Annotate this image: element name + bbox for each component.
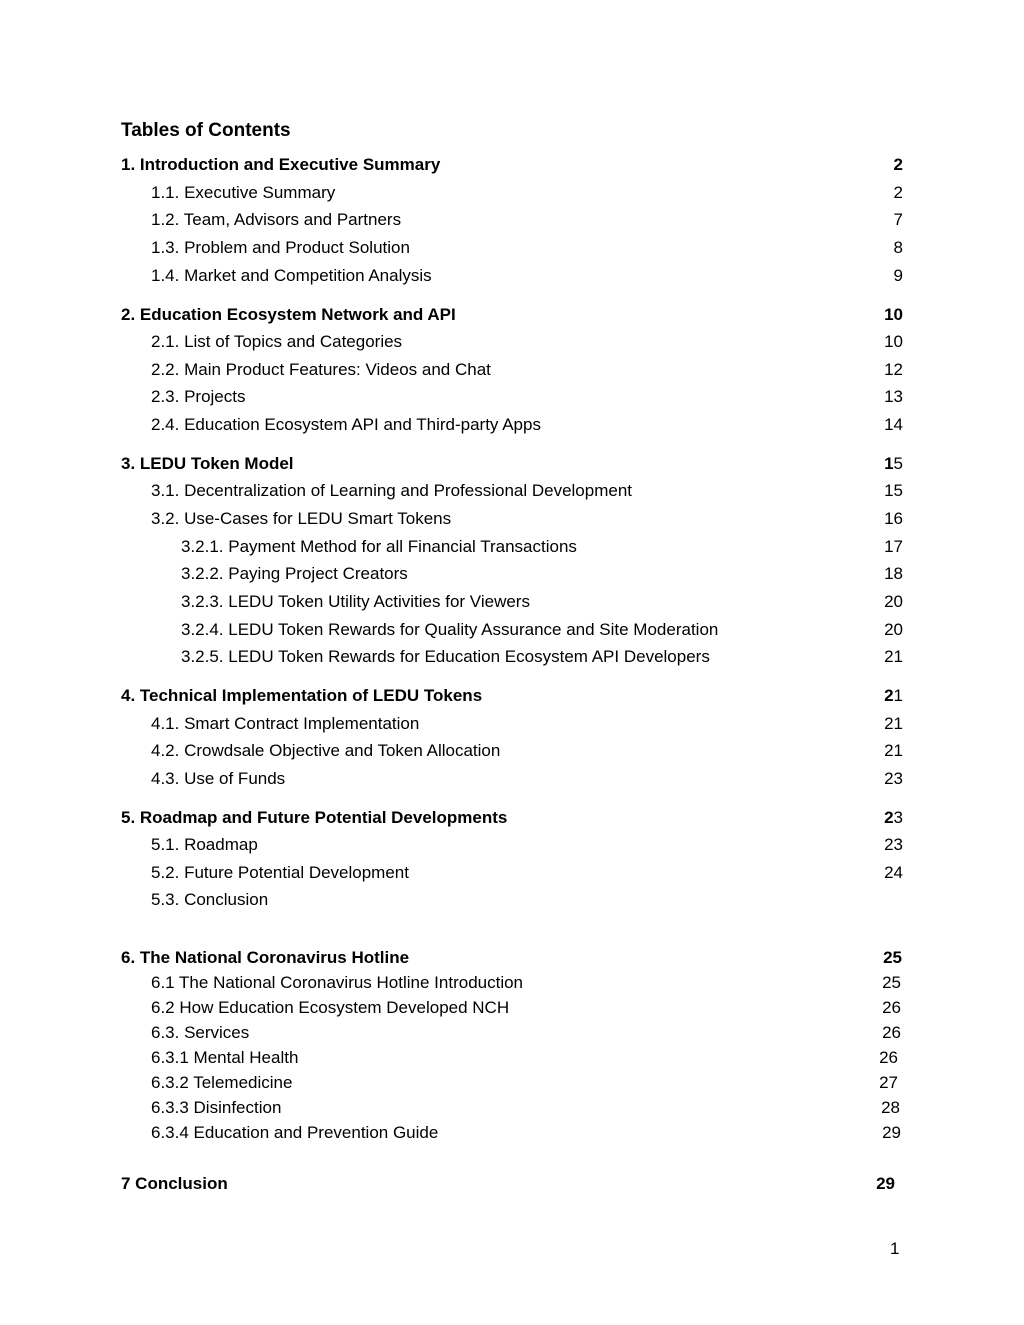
toc-entry[interactable] xyxy=(0,888,1024,912)
toc-entry-label: 6.3.2 Telemedicine xyxy=(151,1073,293,1092)
toc-entry-label: 2.1. List of Topics and Categories xyxy=(151,332,403,351)
toc-entry-page: 12 xyxy=(884,360,903,379)
toc-entry-label: 3. LEDU Token Model xyxy=(121,454,294,473)
toc-entry-label: 2.2. Main Product Features: Videos and Chat xyxy=(151,360,491,379)
toc-entry-label: 6.3.3 Disinfection xyxy=(151,1098,282,1117)
toc-entry[interactable] xyxy=(0,413,1024,437)
toc-entry-page: 29 xyxy=(882,1123,901,1142)
toc-entry[interactable] xyxy=(0,618,1024,642)
toc-entry-label: 3.2.3. LEDU Token Utility Activities for Viewers xyxy=(181,592,530,611)
toc-entry-label: 4.1. Smart Contract Implementation xyxy=(151,714,420,733)
toc-entry-page: 8 xyxy=(893,238,903,257)
toc-entry[interactable] xyxy=(0,1046,1024,1070)
toc-entry-page: 26 xyxy=(879,1048,898,1067)
toc-entry-page: 21 xyxy=(884,686,903,705)
toc-title: Tables of Contents xyxy=(121,120,291,141)
toc-entry-label: 2.4. Education Ecosystem API and Third-party Apps xyxy=(151,415,541,434)
toc-entry-page: 18 xyxy=(884,564,903,583)
toc-entry-page: 2 xyxy=(893,183,903,202)
toc-entry-page: 15 xyxy=(884,454,903,473)
toc-entry-page: 29 xyxy=(876,1174,895,1193)
toc-entry-label: 3.2.5. LEDU Token Rewards for Education Ecosystem API Developers xyxy=(181,647,710,666)
toc-entry-page: 26 xyxy=(882,998,901,1017)
toc-entry-page: 10 xyxy=(884,332,903,351)
toc-entry[interactable] xyxy=(0,385,1024,409)
toc-entry-page: 9 xyxy=(893,266,903,285)
toc-entry-label: 6.3.1 Mental Health xyxy=(151,1048,299,1067)
toc-entry[interactable] xyxy=(0,946,1024,970)
toc-entry[interactable] xyxy=(0,507,1024,531)
toc-entry-page: 2 xyxy=(893,155,903,174)
toc-entry-label: 6. The National Coronavirus Hotline xyxy=(121,948,410,967)
toc-entry-page: 13 xyxy=(884,387,903,406)
toc-entry[interactable] xyxy=(0,1071,1024,1095)
toc-entry-label: 1.3. Problem and Product Solution xyxy=(151,238,410,257)
toc-entry-page: 26 xyxy=(882,1023,901,1042)
toc-entry-label: 4.2. Crowdsale Objective and Token Allocation xyxy=(151,741,501,760)
toc-entry-label: 5.2. Future Potential Development xyxy=(151,863,409,882)
toc-entry[interactable] xyxy=(0,971,1024,995)
toc-entry-label: 6.3. Services xyxy=(151,1023,250,1042)
toc-entry-page: 23 xyxy=(884,835,903,854)
toc-entry[interactable] xyxy=(0,645,1024,669)
toc-entry-label: 4. Technical Implementation of LEDU Tokens xyxy=(121,686,483,705)
toc-entry[interactable] xyxy=(0,590,1024,614)
toc-entry[interactable] xyxy=(0,1121,1024,1145)
toc-entry[interactable] xyxy=(0,1096,1024,1120)
toc-entry-page: 25 xyxy=(883,948,902,967)
toc-entry-page: 25 xyxy=(882,973,901,992)
toc-entry[interactable] xyxy=(0,562,1024,586)
toc-entry-page: 20 xyxy=(884,592,903,611)
toc-entry-label: 1.4. Market and Competition Analysis xyxy=(151,266,432,285)
toc-entry[interactable] xyxy=(0,208,1024,232)
toc-entry-page: 28 xyxy=(881,1098,900,1117)
toc-entry[interactable] xyxy=(0,479,1024,503)
toc-entry-page: 16 xyxy=(884,509,903,528)
toc-entry-page: 21 xyxy=(884,714,903,733)
toc-entry-page: 24 xyxy=(884,863,903,882)
toc-entry-label: 6.2 How Education Ecosystem Developed NCH xyxy=(151,998,510,1017)
toc-entry[interactable] xyxy=(0,712,1024,736)
toc-entry-page: 14 xyxy=(884,415,903,434)
toc-entry[interactable] xyxy=(0,535,1024,559)
toc-entry-label: 5.1. Roadmap xyxy=(151,835,258,854)
toc-entry-label: 5. Roadmap and Future Potential Developments xyxy=(121,808,508,827)
toc-entry[interactable] xyxy=(0,833,1024,857)
toc-entry-page: 7 xyxy=(893,210,903,229)
toc-entry[interactable] xyxy=(0,452,1024,476)
toc-entry[interactable] xyxy=(0,1021,1024,1045)
toc-entry[interactable] xyxy=(0,806,1024,830)
toc-entry-label: 6.1 The National Coronavirus Hotline Introduction xyxy=(151,973,524,992)
toc-entry-label: 1. Introduction and Executive Summary xyxy=(121,155,441,174)
toc-entry-page: 21 xyxy=(884,741,903,760)
toc-entry-label: 3.2.4. LEDU Token Rewards for Quality Assurance and Site Moderation xyxy=(181,620,719,639)
toc-entry[interactable] xyxy=(0,181,1024,205)
toc-entry-page: 21 xyxy=(884,647,903,666)
toc-entry[interactable] xyxy=(0,264,1024,288)
toc-entry[interactable] xyxy=(0,330,1024,354)
toc-entry[interactable] xyxy=(0,767,1024,791)
toc-entry-label: 2. Education Ecosystem Network and API xyxy=(121,305,456,324)
toc-entry[interactable] xyxy=(0,153,1024,177)
toc-entry-label: 3.2.2. Paying Project Creators xyxy=(181,564,408,583)
toc-entry-label: 3.2. Use-Cases for LEDU Smart Tokens xyxy=(151,509,452,528)
toc-entry-page: 15 xyxy=(884,481,903,500)
toc-entry-label: 3.1. Decentralization of Learning and Professional Development xyxy=(151,481,633,500)
page-number: 1 xyxy=(890,1239,900,1258)
toc-entry-label: 2.3. Projects xyxy=(151,387,246,406)
toc-entry-page: 23 xyxy=(884,769,903,788)
toc-entry-label: 3.2.1. Payment Method for all Financial Transactions xyxy=(181,537,577,556)
toc-entry-page: 23 xyxy=(884,808,903,827)
toc-entry[interactable] xyxy=(0,739,1024,763)
toc-entry-page: 10 xyxy=(884,305,903,324)
toc-entry[interactable] xyxy=(0,996,1024,1020)
toc-entry[interactable] xyxy=(0,861,1024,885)
toc-entry-page: 17 xyxy=(884,537,903,556)
toc-entry-page: 20 xyxy=(884,620,903,639)
toc-entry-page: 27 xyxy=(879,1073,898,1092)
toc-entry-label: 1.1. Executive Summary xyxy=(151,183,336,202)
toc-entry[interactable] xyxy=(0,358,1024,382)
toc-entry[interactable] xyxy=(0,236,1024,260)
toc-entry-label: 5.3. Conclusion xyxy=(151,890,269,909)
toc-entry-label: 7 Conclusion xyxy=(121,1174,228,1193)
toc-entry[interactable] xyxy=(0,1172,1024,1196)
toc-entry[interactable] xyxy=(0,684,1024,708)
toc-entry-label: 1.2. Team, Advisors and Partners xyxy=(151,210,402,229)
toc-entry-label: 6.3.4 Education and Prevention Guide xyxy=(151,1123,439,1142)
toc-entry-label: 4.3. Use of Funds xyxy=(151,769,286,788)
toc-entry[interactable] xyxy=(0,303,1024,327)
